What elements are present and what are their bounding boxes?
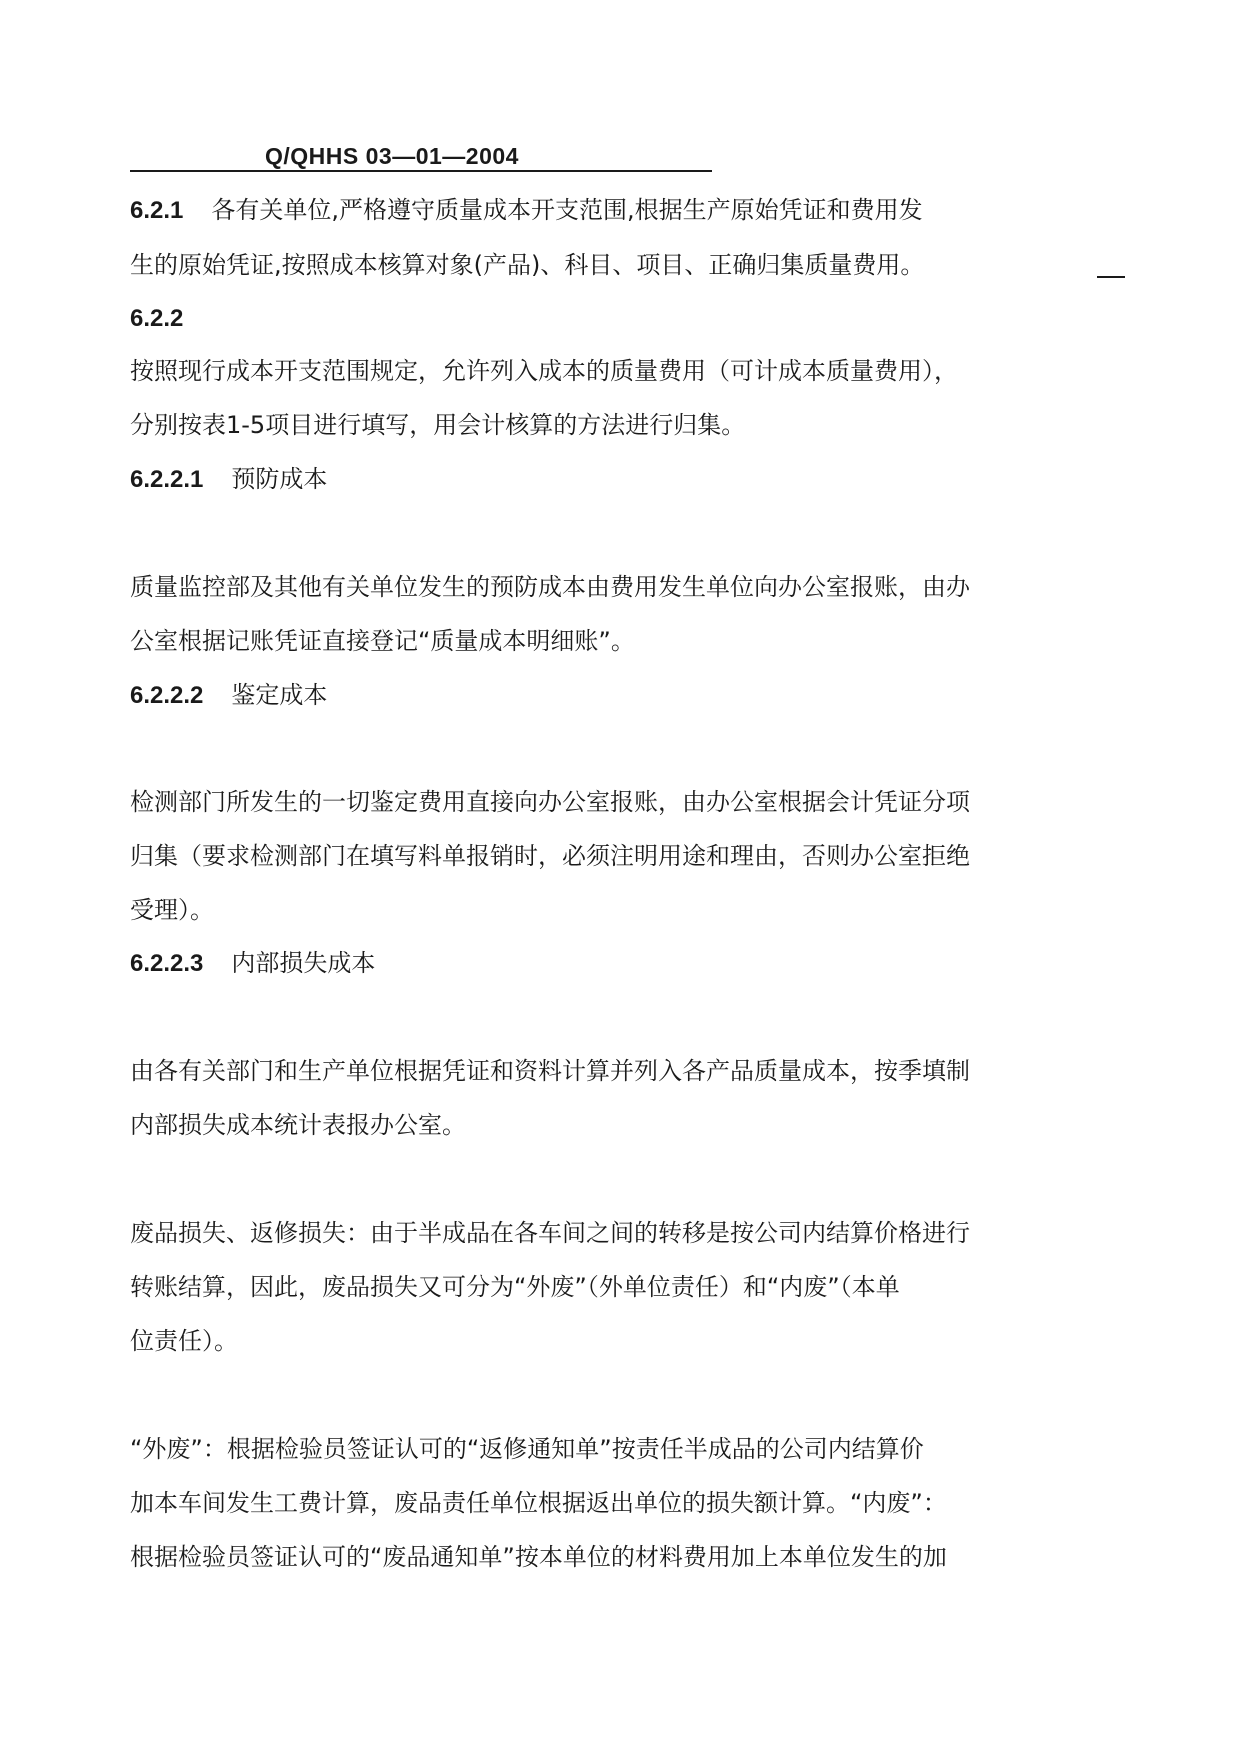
heading-6-2-2-3: [130, 948, 375, 979]
para-6-2-2-2-line-1: 检测部门所发生的一切鉴定费用直接向办公室报账，由办公室根据会计凭证分项: [130, 788, 970, 816]
section-title: 内部损失成本: [231, 949, 376, 977]
para-6-2-2-2-line-3: 受理）。: [130, 896, 214, 924]
section-number: 6.2.2: [130, 305, 184, 332]
section-number: 6.2.2.3: [130, 950, 204, 977]
heading-6-2-2-1: [130, 464, 327, 495]
section-text: 各有关单位,严格遵守质量成本开支范围,根据生产原始凭证和费用发: [211, 196, 923, 224]
section-title: 鉴定成本: [231, 681, 328, 709]
external-scrap-line-1: “外废”：根据检验员签证认可的“返修通知单”按责任半成品的公司内结算价: [130, 1435, 924, 1463]
para-6-2-2-3-line-1: 由各有关部门和生产单位根据凭证和资料计算并列入各产品质量成本，按季填制: [130, 1057, 970, 1085]
section-number: 6.2.2.2: [130, 682, 204, 709]
external-scrap-line-2: 加本车间发生工费计算，废品责任单位根据返出单位的损失额计算。“内废”：: [130, 1489, 947, 1517]
section-number: 6.2.2.1: [130, 466, 204, 493]
section-6-2-2-line-2: 分别按表1-5项目进行填写，用会计核算的方法进行归集。: [130, 411, 746, 439]
header-divider: [130, 170, 712, 172]
para-6-2-2-1-line-2: 公室根据记账凭证直接登记“质量成本明细账”。: [130, 627, 635, 655]
scrap-para-line-3: 位责任）。: [130, 1327, 238, 1355]
heading-6-2-2-2: [130, 680, 327, 711]
external-scrap-line-3: 根据检验员签证认可的“废品通知单”按本单位的材料费用加上本单位发生的加: [130, 1543, 947, 1571]
section-title: 预防成本: [231, 465, 328, 493]
margin-mark: [1097, 276, 1125, 278]
section-6-2-1-line-2: 生的原始凭证,按照成本核算对象(产品)、科目、项目、正确归集质量费用。: [130, 251, 925, 279]
section-6-2-2-line-1: 按照现行成本开支范围规定，允许列入成本的质量费用（可计成本质量费用），: [130, 357, 958, 385]
scrap-para-line-2: 转账结算，因此，废品损失又可分为“外废”（外单位责任）和“内废”（本单: [130, 1273, 900, 1301]
para-6-2-2-2-line-2: 归集（要求检测部门在填写料单报销时，必须注明用途和理由，否则办公室拒绝: [130, 842, 970, 870]
para-6-2-2-3-line-2: 内部损失成本统计表报办公室。: [130, 1111, 466, 1139]
section-6-2-1-line-1: [130, 195, 923, 226]
section-number: 6.2.1: [130, 197, 184, 224]
document-code: Q/QHHS 03—01—2004: [265, 143, 519, 169]
para-6-2-2-1-line-1: 质量监控部及其他有关单位发生的预防成本由费用发生单位向办公室报账，由办: [130, 573, 970, 601]
scrap-para-line-1: 废品损失、返修损失：由于半成品在各车间之间的转移是按公司内结算价格进行: [130, 1219, 970, 1247]
section-6-2-2-number: [130, 303, 183, 334]
